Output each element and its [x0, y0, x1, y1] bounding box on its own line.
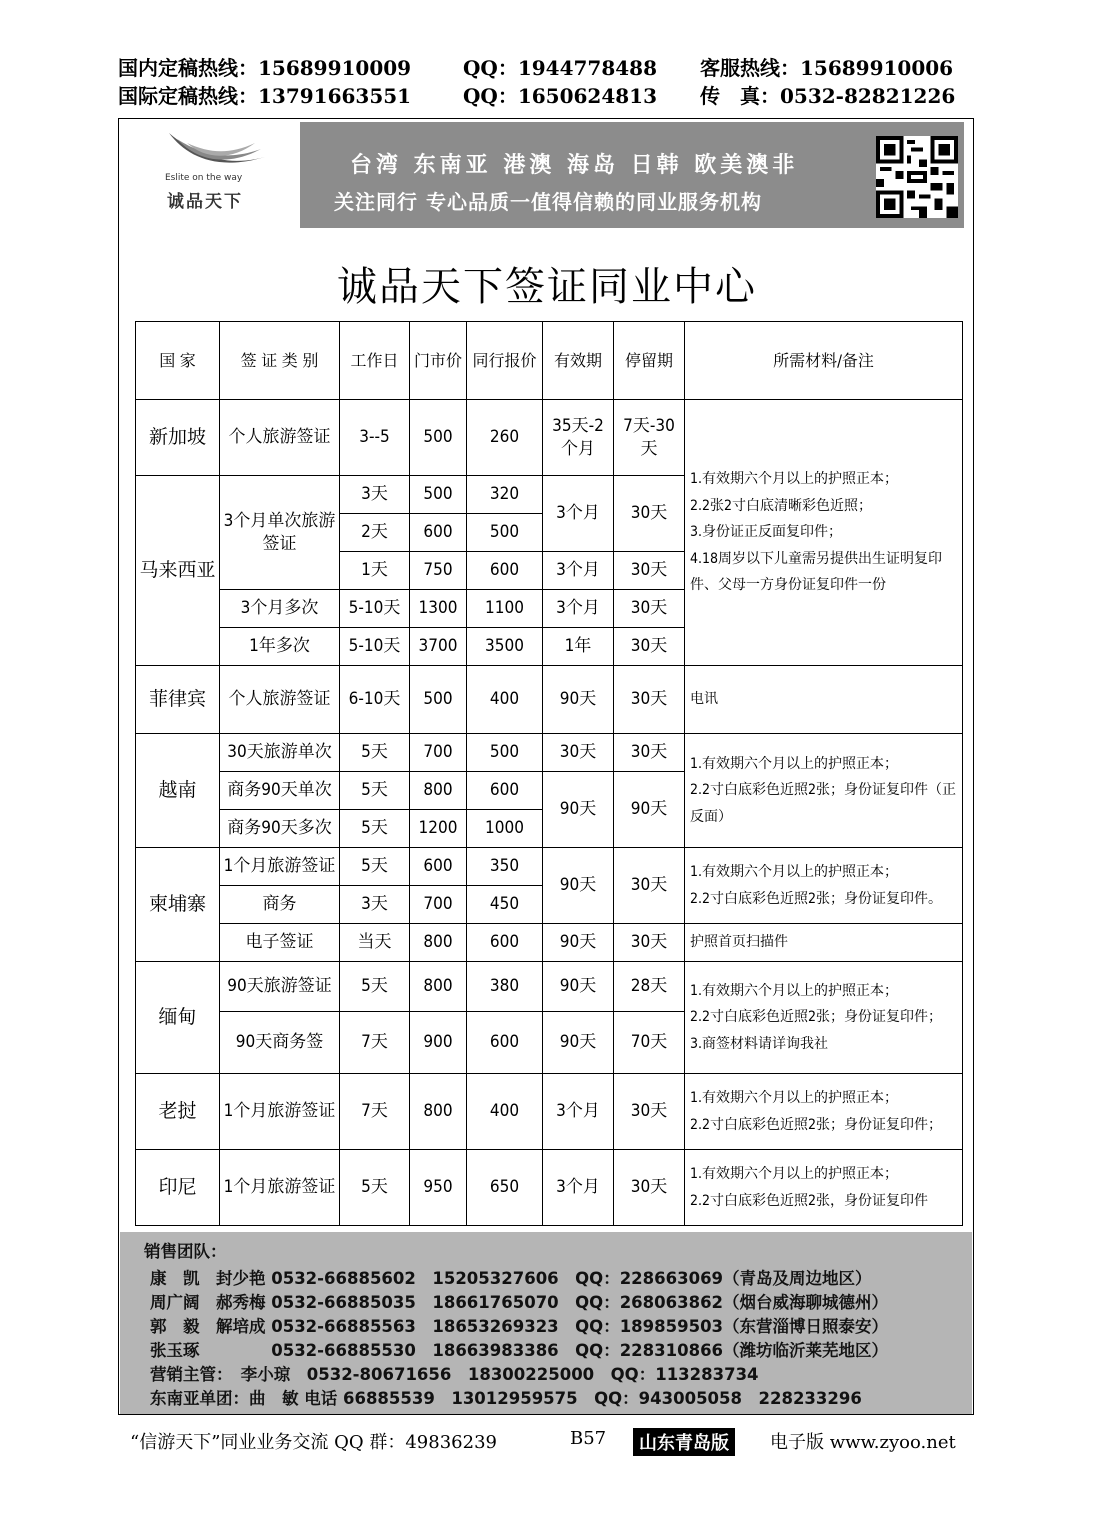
cell-peer: 500 [467, 734, 543, 772]
banner-destinations: 台湾 东南亚 港澳 海岛 日韩 欧美澳非 [350, 153, 799, 178]
cell-peer: 3500 [467, 628, 543, 666]
cell-workdays: 3天 [340, 886, 410, 924]
cell-stay: 30天 [614, 848, 685, 924]
country-singapore: 新加坡 [136, 400, 220, 476]
header-peer-price: 同行报价 [467, 322, 543, 400]
cell-peer: 400 [467, 1074, 543, 1150]
cell-stay: 30天 [614, 590, 685, 628]
cell-workdays: 5天 [340, 772, 410, 810]
cell-retail: 600 [410, 848, 467, 886]
country-indonesia: 印尼 [136, 1150, 220, 1226]
table-row [136, 400, 963, 476]
table-header-row [136, 322, 963, 400]
table-row [136, 1150, 963, 1226]
cell-validity: 3个月 [543, 590, 614, 628]
cell-workdays: 3--5 [340, 400, 410, 476]
table-row [136, 666, 963, 734]
header-workdays: 工作日 [340, 322, 410, 400]
cell-retail: 950 [410, 1150, 467, 1226]
domestic-hotline: 国内定稿热线：15689910009 [118, 56, 412, 80]
sales-contact: 张玉琢 0532-66885530 18663983386 QQ：228310866（潍坊临沂莱芜地区） [150, 1341, 889, 1360]
cell-peer: 600 [467, 552, 543, 590]
cell-validity: 90天 [543, 962, 614, 1012]
visa-price-table [135, 321, 963, 1226]
cell-validity: 90天 [543, 772, 614, 848]
cell-stay: 70天 [614, 1012, 685, 1074]
hotline-row-2 [118, 80, 968, 108]
note-myanmar: 1.有效期六个月以上的护照正本； 2.2寸白底彩色近照2张；身份证复印件； 3.商签材料请详询我社 [685, 962, 963, 1074]
country-laos: 老挝 [136, 1074, 220, 1150]
note-singapore-malaysia: 1.有效期六个月以上的护照正本； 2.2张2寸白底清晰彩色近照； 3.身份证正反面复印件； 4.18周岁以下儿童需另提供出生证明复印件、父母一方身份证复印件一份 [685, 400, 963, 666]
cell-peer: 650 [467, 1150, 543, 1226]
cell-visa-type: 个人旅游签证 [220, 666, 340, 734]
cell-visa-type: 1年多次 [220, 628, 340, 666]
header-visa-type: 签 证 类 别 [220, 322, 340, 400]
table-row [136, 924, 963, 962]
qr-code-icon [876, 136, 958, 218]
cell-peer: 380 [467, 962, 543, 1012]
cell-stay: 30天 [614, 476, 685, 552]
note-indonesia: 1.有效期六个月以上的护照正本； 2.2寸白底彩色近照2张，身份证复印件 [685, 1150, 963, 1226]
cell-peer: 320 [467, 476, 543, 514]
cell-workdays: 3天 [340, 476, 410, 514]
cell-stay: 30天 [614, 1074, 685, 1150]
cell-visa-type: 30天旅游单次 [220, 734, 340, 772]
cell-retail: 3700 [410, 628, 467, 666]
cell-peer: 350 [467, 848, 543, 886]
cell-visa-type: 90天商务签 [220, 1012, 340, 1074]
sales-team-panel [120, 1232, 972, 1415]
note-philippines: 电讯 [685, 666, 963, 734]
cell-workdays: 当天 [340, 924, 410, 962]
cell-workdays: 5天 [340, 962, 410, 1012]
cell-workdays: 5天 [340, 1150, 410, 1226]
cell-retail: 500 [410, 666, 467, 734]
cell-peer: 600 [467, 1012, 543, 1074]
country-malaysia: 马来西亚 [136, 476, 220, 666]
cell-peer: 260 [467, 400, 543, 476]
cell-workdays: 1天 [340, 552, 410, 590]
cell-validity: 3个月 [543, 1074, 614, 1150]
cell-visa-type: 商务 [220, 886, 340, 924]
note-laos: 1.有效期六个月以上的护照正本； 2.2寸白底彩色近照2张；身份证复印件； [685, 1074, 963, 1150]
cell-retail: 900 [410, 1012, 467, 1074]
cell-retail: 600 [410, 514, 467, 552]
cell-retail: 1300 [410, 590, 467, 628]
cell-validity: 90天 [543, 1012, 614, 1074]
fax-number: 传 真：0532-82821226 [700, 84, 956, 108]
cell-peer: 1000 [467, 810, 543, 848]
cell-workdays: 5天 [340, 734, 410, 772]
sales-heading: 销售团队： [144, 1242, 227, 1261]
page-title: 诚品天下签证同业中心 [337, 264, 757, 310]
cell-validity: 3个月 [543, 476, 614, 552]
header-stay: 停留期 [614, 322, 685, 400]
cell-workdays: 5天 [340, 848, 410, 886]
cell-stay: 30天 [614, 552, 685, 590]
cell-workdays: 7天 [340, 1012, 410, 1074]
cell-validity: 35天-2个月 [543, 400, 614, 476]
cell-visa-type: 3个月单次旅游签证 [220, 476, 340, 590]
international-hotline: 国际定稿热线：13791663551 [118, 84, 412, 108]
table-row [136, 734, 963, 772]
cell-peer: 600 [467, 772, 543, 810]
service-hotline: 客服热线：15689910006 [700, 56, 954, 80]
cell-stay: 7天-30天 [614, 400, 685, 476]
cell-workdays: 6-10天 [340, 666, 410, 734]
cell-retail: 1200 [410, 810, 467, 848]
cell-retail: 750 [410, 552, 467, 590]
sales-contact: 康 凯 封少艳 0532-66885602 15205327606 QQ：228663069（青岛及周边地区） [150, 1269, 872, 1288]
cell-retail: 500 [410, 476, 467, 514]
header-validity: 有效期 [543, 322, 614, 400]
cell-stay: 30天 [614, 734, 685, 772]
cell-retail: 700 [410, 734, 467, 772]
country-vietnam: 越南 [136, 734, 220, 848]
cell-validity: 90天 [543, 924, 614, 962]
cell-stay: 30天 [614, 628, 685, 666]
website: 电子版 www.zyoo.net [770, 1432, 956, 1453]
sales-contact: 郭 毅 解培成 0532-66885563 18653269323 QQ：189859503（东营淄博日照泰安） [150, 1317, 889, 1336]
cell-visa-type: 商务90天单次 [220, 772, 340, 810]
cell-stay: 90天 [614, 772, 685, 848]
cell-retail: 800 [410, 962, 467, 1012]
edition-badge: 山东青岛版 [633, 1428, 735, 1456]
advert-panel [118, 118, 974, 1415]
table-row [136, 962, 963, 1012]
cell-workdays: 2天 [340, 514, 410, 552]
cell-workdays: 7天 [340, 1074, 410, 1150]
hotlines [118, 52, 968, 108]
qq-group: “信游天下”同业业务交流 QQ 群：49836239 [130, 1432, 497, 1453]
cell-validity: 90天 [543, 666, 614, 734]
logo-english: Eslite on the way [165, 173, 243, 183]
cell-stay: 30天 [614, 1150, 685, 1226]
company-logo [157, 127, 281, 217]
cell-visa-type: 商务90天多次 [220, 810, 340, 848]
logo-chinese: 诚品天下 [167, 192, 243, 212]
wing-logo-icon [157, 127, 277, 177]
country-philippines: 菲律宾 [136, 666, 220, 734]
cell-stay: 28天 [614, 962, 685, 1012]
cell-visa-type: 1个月旅游签证 [220, 1150, 340, 1226]
cell-workdays: 5-10天 [340, 590, 410, 628]
cell-peer: 600 [467, 924, 543, 962]
cell-validity: 1年 [543, 628, 614, 666]
cell-validity: 90天 [543, 848, 614, 924]
page-footer [130, 1428, 980, 1458]
cell-retail: 800 [410, 924, 467, 962]
sea-group-contact: 东南亚单团：曲 敏 电话 66885539 13012959575 QQ：943005058 228233296 [150, 1389, 862, 1408]
cell-stay: 30天 [614, 666, 685, 734]
cell-peer: 450 [467, 886, 543, 924]
header-materials: 所需材料/备注 [685, 322, 963, 400]
cell-visa-type: 个人旅游签证 [220, 400, 340, 476]
note-cambodia-evisa: 护照首页扫描件 [685, 924, 963, 962]
cell-workdays: 5天 [340, 810, 410, 848]
table-row [136, 848, 963, 886]
header-retail-price: 门市价 [410, 322, 467, 400]
cell-retail: 800 [410, 772, 467, 810]
cell-peer: 400 [467, 666, 543, 734]
cell-visa-type: 3个月多次 [220, 590, 340, 628]
international-qq: QQ：1650624813 [463, 84, 658, 108]
note-vietnam: 1.有效期六个月以上的护照正本； 2.2寸白底彩色近照2张；身份证复印件（正反面） [685, 734, 963, 848]
destination-banner [300, 122, 964, 228]
cell-retail: 800 [410, 1074, 467, 1150]
cell-retail: 500 [410, 400, 467, 476]
cell-visa-type: 1个月旅游签证 [220, 1074, 340, 1150]
banner-slogan: 关注同行 专心品质一值得信赖的同业服务机构 [334, 190, 762, 214]
cell-retail: 700 [410, 886, 467, 924]
cell-peer: 500 [467, 514, 543, 552]
cell-peer: 1100 [467, 590, 543, 628]
country-cambodia: 柬埔寨 [136, 848, 220, 962]
country-myanmar: 缅甸 [136, 962, 220, 1074]
page-number: B57 [570, 1428, 607, 1449]
header-country: 国 家 [136, 322, 220, 400]
sales-contact: 周广阔 郝秀梅 0532-66885035 18661765070 QQ：268063862（烟台威海聊城德州） [150, 1293, 889, 1312]
cell-visa-type: 电子签证 [220, 924, 340, 962]
cell-validity: 3个月 [543, 1150, 614, 1226]
table-row [136, 1074, 963, 1150]
hotline-row-1 [118, 52, 968, 80]
cell-visa-type: 90天旅游签证 [220, 962, 340, 1012]
cell-validity: 30天 [543, 734, 614, 772]
cell-workdays: 5-10天 [340, 628, 410, 666]
cell-stay: 30天 [614, 924, 685, 962]
cell-validity: 3个月 [543, 552, 614, 590]
domestic-qq: QQ：1944778488 [463, 56, 658, 80]
note-cambodia: 1.有效期六个月以上的护照正本； 2.2寸白底彩色近照2张；身份证复印件。 [685, 848, 963, 924]
sales-manager: 营销主管： 李小琼 0532-80671656 18300225000 QQ：113283734 [150, 1365, 759, 1384]
cell-visa-type: 1个月旅游签证 [220, 848, 340, 886]
